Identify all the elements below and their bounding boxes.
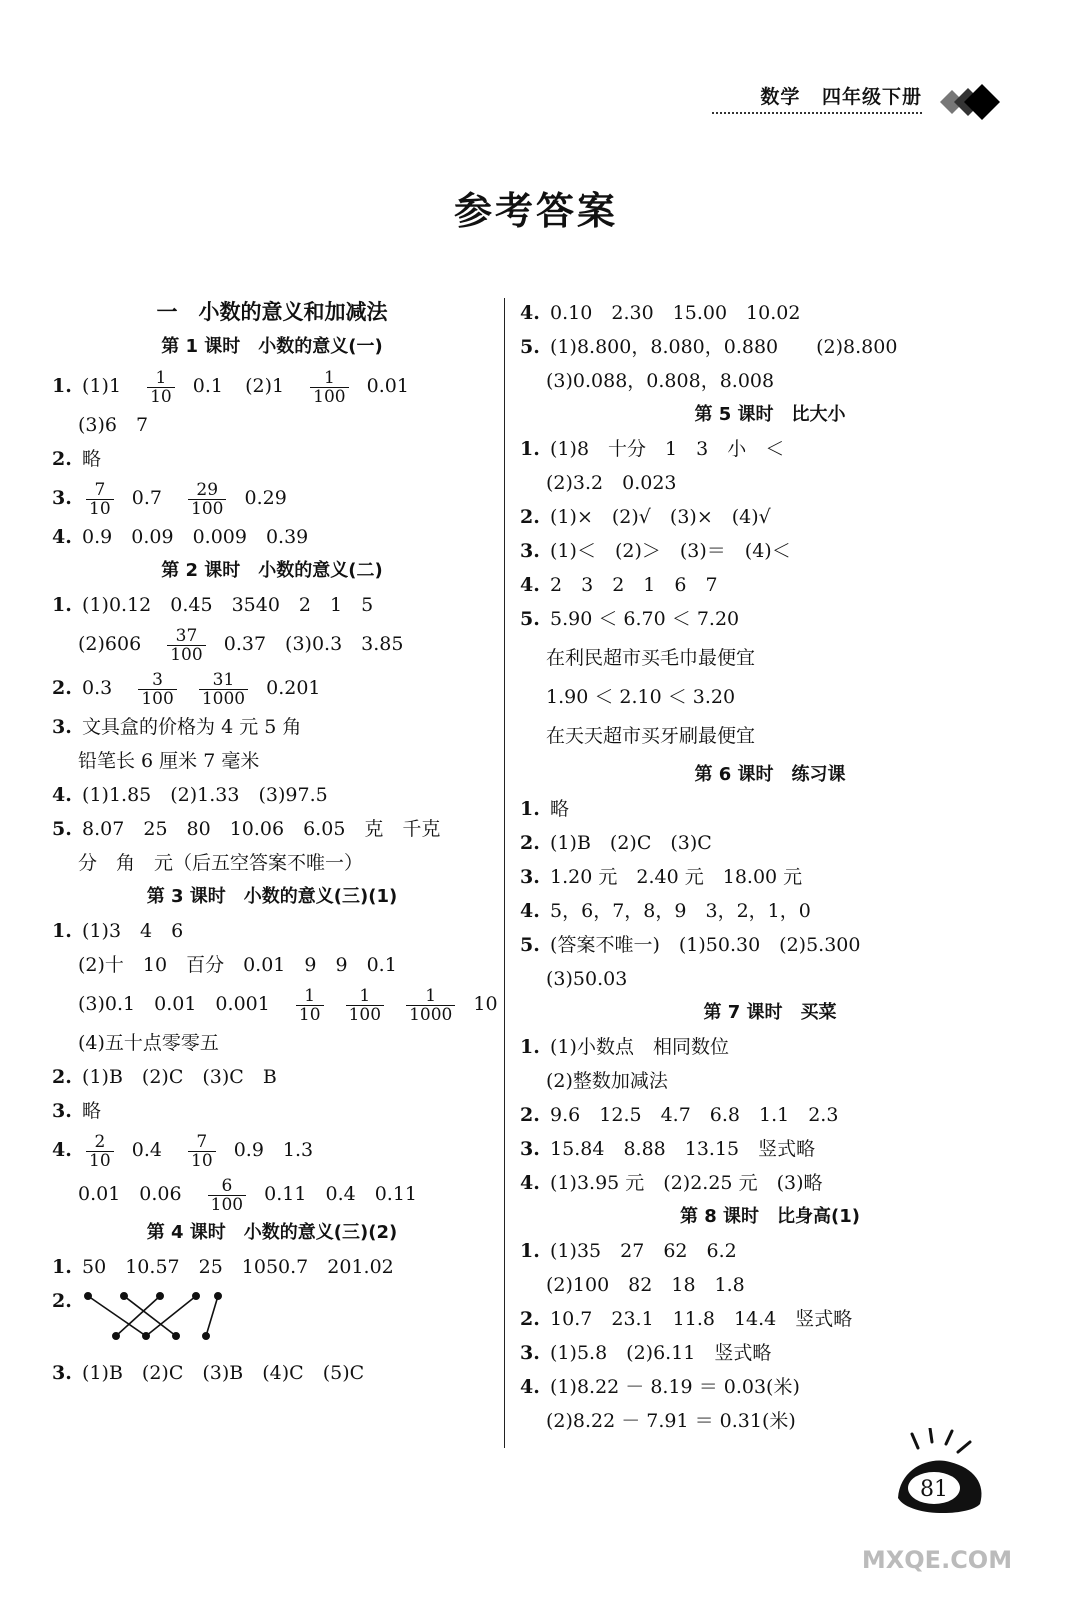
answer-text: (1)3.95 元 (2)2.25 元 (3)略 bbox=[550, 1172, 823, 1194]
question-number: 2. bbox=[52, 677, 72, 699]
denominator: 10 bbox=[298, 1004, 321, 1025]
question-number: 4. bbox=[520, 574, 540, 596]
answer-line bbox=[52, 588, 492, 622]
denominator: 10 bbox=[89, 498, 111, 519]
answer-text: (1)5.8 (2)6.11 竖式略 bbox=[550, 1342, 772, 1364]
answer-text: (3)50.03 bbox=[546, 968, 628, 990]
answer-text: 0.01 0.06 bbox=[78, 1183, 182, 1205]
numerator: 7 bbox=[188, 1133, 216, 1152]
answer-text: (3)0.1 0.01 0.001 bbox=[78, 993, 270, 1015]
answer-text: (1)× (2)√ (3)× (4)√ bbox=[550, 506, 771, 528]
denominator: 10 bbox=[150, 386, 172, 407]
answer-text: 0.29 bbox=[244, 487, 287, 509]
answer-line bbox=[52, 364, 492, 408]
question-number: 3. bbox=[520, 866, 540, 888]
watermark-logo bbox=[842, 1498, 1032, 1578]
answer-text: (1)＜ (2)＞ (3)＝ (4)＜ bbox=[550, 540, 791, 562]
answer-line bbox=[52, 1172, 492, 1216]
answer-text: (4)五十点零零五 bbox=[78, 1032, 219, 1054]
answer-line bbox=[520, 860, 1020, 894]
answer-text: 2 3 2 1 6 7 bbox=[550, 574, 718, 596]
denominator: 100 bbox=[210, 1194, 244, 1215]
answer-line bbox=[520, 928, 1020, 962]
answer-line bbox=[52, 982, 498, 1026]
fraction bbox=[199, 671, 248, 708]
answer-text: 0.1 bbox=[192, 375, 224, 397]
grade-label: 四年级下册 bbox=[821, 86, 922, 108]
lesson-title: 第 3 课时 小数的意义(三)(1) bbox=[146, 886, 398, 907]
fraction bbox=[167, 627, 205, 664]
answer-text: 分 角 元（后五空答案不唯一） bbox=[78, 852, 364, 874]
answer-text: (1)35 27 62 6.2 bbox=[550, 1240, 737, 1262]
question-number: 3. bbox=[52, 716, 72, 738]
answer-text: (1)8.800，8.080，0.880 (2)8.800 bbox=[550, 336, 898, 358]
diamond-ornament-icon bbox=[930, 72, 1010, 132]
answer-text: 0.3 bbox=[82, 677, 113, 699]
question-number: 2. bbox=[52, 1290, 72, 1312]
answer-line bbox=[520, 1370, 1020, 1404]
answer-line bbox=[520, 1166, 1020, 1200]
page-header bbox=[746, 82, 922, 109]
answer-text: (答案不唯一) (1)50.30 (2)5.300 bbox=[550, 934, 861, 956]
question-number: 1. bbox=[520, 798, 540, 820]
answer-text: (1)0.12 0.45 3540 2 1 5 bbox=[82, 594, 374, 616]
answer-text: 10 bbox=[473, 993, 498, 1015]
fraction bbox=[406, 987, 455, 1024]
numerator: 1 bbox=[346, 987, 384, 1006]
numerator: 31 bbox=[199, 671, 248, 690]
answer-line bbox=[520, 500, 1020, 534]
answer-text: 10.7 23.1 11.8 14.4 竖式略 bbox=[550, 1308, 853, 1330]
answer-text: (2)整数加减法 bbox=[546, 1070, 668, 1092]
answer-text: 0.01 bbox=[366, 375, 409, 397]
question-number: 5. bbox=[520, 934, 540, 956]
answer-line bbox=[52, 1250, 492, 1284]
fraction bbox=[188, 1133, 216, 1170]
answer-line bbox=[52, 1128, 492, 1172]
answer-line bbox=[520, 1234, 1020, 1268]
lesson-title: 第 6 课时 练习课 bbox=[694, 764, 846, 785]
lesson-title: 第 1 课时 小数的意义(一) bbox=[161, 336, 383, 357]
answer-text: 0.9 1.3 bbox=[233, 1139, 314, 1161]
denominator: 100 bbox=[348, 1004, 382, 1025]
answer-text: (1)1.85 (2)1.33 (3)97.5 bbox=[82, 784, 328, 806]
answer-text: 在利民超市买毛巾最便宜 bbox=[546, 647, 756, 669]
answer-line bbox=[520, 432, 1020, 466]
denominator: 100 bbox=[313, 386, 346, 407]
answer-line bbox=[520, 894, 1020, 928]
question-number: 4. bbox=[52, 526, 72, 548]
answer-text: (1)8.22 － 8.19 ＝ 0.03(米) bbox=[550, 1376, 800, 1398]
answer-line bbox=[52, 1284, 492, 1356]
fraction bbox=[86, 1133, 114, 1170]
fraction bbox=[147, 369, 175, 406]
answer-text: 0.4 bbox=[131, 1139, 162, 1161]
right-column bbox=[520, 296, 1020, 1438]
answer-line bbox=[520, 826, 1020, 860]
fraction bbox=[138, 671, 176, 708]
question-number: 4. bbox=[520, 900, 540, 922]
answer-text: 0.37 (3)0.3 3.85 bbox=[223, 633, 404, 655]
question-number: 1. bbox=[520, 1240, 540, 1262]
subject-label: 数学 bbox=[760, 86, 801, 108]
answer-text: 0.7 bbox=[131, 487, 162, 509]
numerator: 1 bbox=[296, 987, 324, 1006]
question-number: 3. bbox=[52, 1362, 72, 1384]
answer-text: (2)8.22 － 7.91 ＝ 0.31(米) bbox=[546, 1410, 796, 1432]
numerator: 3 bbox=[138, 671, 176, 690]
question-number: 1. bbox=[52, 594, 72, 616]
numerator: 6 bbox=[208, 1177, 246, 1196]
answer-text: (1)小数点 相同数位 bbox=[550, 1036, 729, 1058]
answer-line bbox=[520, 1302, 1020, 1336]
answer-line bbox=[520, 1132, 1020, 1166]
question-number: 5. bbox=[52, 818, 72, 840]
answer-line bbox=[52, 812, 492, 846]
answer-text: 5.90 ＜ 6.70 ＜ 7.20 bbox=[550, 608, 740, 630]
question-number: 1. bbox=[520, 438, 540, 460]
answer-text: (3)6 7 bbox=[78, 414, 149, 436]
answer-text: 5，6，7，8，9 3，2，1，0 bbox=[550, 900, 811, 922]
answer-line bbox=[52, 1060, 492, 1094]
answer-line bbox=[520, 602, 1020, 636]
left-column bbox=[52, 296, 498, 1390]
answer-text: 0.11 0.4 0.11 bbox=[264, 1183, 417, 1205]
question-number: 4. bbox=[52, 784, 72, 806]
fraction bbox=[346, 987, 384, 1024]
answer-line bbox=[52, 710, 492, 744]
numerator: 37 bbox=[167, 627, 205, 646]
question-number: 2. bbox=[52, 1066, 72, 1088]
question-number: 1. bbox=[52, 1256, 72, 1278]
lesson-title: 第 5 课时 比大小 bbox=[694, 404, 846, 425]
numerator: 2 bbox=[86, 1133, 114, 1152]
answer-line bbox=[52, 476, 492, 520]
header-dotted-rule bbox=[712, 112, 922, 114]
denominator: 100 bbox=[170, 644, 203, 665]
fraction bbox=[188, 481, 226, 518]
watermark-text: MXQE.COM bbox=[861, 1546, 1013, 1574]
column-divider bbox=[504, 298, 505, 1448]
answer-text: (2)1 bbox=[245, 375, 285, 397]
numerator: 1 bbox=[147, 369, 175, 388]
answer-line bbox=[52, 442, 492, 476]
answer-line bbox=[520, 568, 1020, 602]
numerator: 1 bbox=[310, 369, 348, 388]
answer-line bbox=[52, 520, 492, 554]
question-number: 3. bbox=[520, 1138, 540, 1160]
unit-title: 一 小数的意义和加减法 bbox=[156, 300, 388, 324]
fraction bbox=[310, 369, 348, 406]
answer-text: (1)B (2)C (3)B (4)C (5)C bbox=[82, 1362, 365, 1384]
answer-text: 在天天超市买牙刷最便宜 bbox=[546, 725, 756, 747]
answer-line bbox=[520, 534, 1020, 568]
fraction bbox=[296, 987, 324, 1024]
answer-text: (2)606 bbox=[78, 633, 142, 655]
question-number: 2. bbox=[520, 506, 540, 528]
question-number: 2. bbox=[520, 832, 540, 854]
question-number: 4. bbox=[52, 1139, 72, 1161]
answer-text: (1)3 4 6 bbox=[82, 920, 184, 942]
page-number: 81 bbox=[920, 1477, 948, 1502]
answer-text: (1)8 十分 1 3 小 ＜ bbox=[550, 438, 785, 460]
lesson-title: 第 4 课时 小数的意义(三)(2) bbox=[146, 1222, 398, 1243]
answer-text: 1.20 元 2.40 元 18.00 元 bbox=[550, 866, 803, 888]
fraction bbox=[86, 481, 114, 518]
lesson-title: 第 2 课时 小数的意义(二) bbox=[161, 560, 383, 581]
answer-line bbox=[520, 1336, 1020, 1370]
answer-line bbox=[52, 1094, 492, 1128]
answer-text: (2)3.2 0.023 bbox=[546, 472, 677, 494]
answer-text: 0.9 0.09 0.009 0.39 bbox=[82, 526, 309, 548]
question-number: 3. bbox=[52, 487, 72, 509]
question-number: 1. bbox=[52, 375, 72, 397]
denominator: 1000 bbox=[201, 688, 246, 709]
answer-text: (3)0.088，0.808，8.008 bbox=[546, 370, 775, 392]
question-number: 2. bbox=[52, 448, 72, 470]
answer-text: (1)B (2)C (3)C bbox=[550, 832, 712, 854]
numerator: 7 bbox=[86, 481, 114, 500]
question-number: 1. bbox=[520, 1036, 540, 1058]
answer-text: 0.201 bbox=[266, 677, 321, 699]
question-number: 5. bbox=[520, 336, 540, 358]
question-number: 2. bbox=[520, 1104, 540, 1126]
answer-text: 铅笔长 6 厘米 7 毫米 bbox=[78, 750, 260, 772]
question-number: 2. bbox=[520, 1308, 540, 1330]
answer-text: 略 bbox=[550, 798, 570, 820]
answer-text: 8.07 25 80 10.06 6.05 克 千克 bbox=[82, 818, 441, 840]
answer-text: 9.6 12.5 4.7 6.8 1.1 2.3 bbox=[550, 1104, 839, 1126]
answer-text: 文具盒的价格为 4 元 5 角 bbox=[82, 716, 302, 738]
question-number: 4. bbox=[520, 1172, 540, 1194]
answer-text: (1)B (2)C (3)C B bbox=[82, 1066, 277, 1088]
matching-diagram bbox=[82, 1284, 252, 1344]
answer-text: 15.84 8.88 13.15 竖式略 bbox=[550, 1138, 816, 1160]
answer-text: 1.90 ＜ 2.10 ＜ 3.20 bbox=[546, 686, 736, 708]
denominator: 10 bbox=[89, 1150, 111, 1171]
question-number: 4. bbox=[520, 1376, 540, 1398]
lesson-title: 第 8 课时 比身高(1) bbox=[679, 1206, 861, 1227]
answer-text: 略 bbox=[82, 448, 102, 470]
question-number: 3. bbox=[520, 1342, 540, 1364]
answer-text: 0.10 2.30 15.00 10.02 bbox=[550, 302, 801, 324]
question-number: 3. bbox=[520, 540, 540, 562]
answer-line bbox=[520, 330, 1020, 364]
answer-line bbox=[52, 622, 492, 666]
question-number: 5. bbox=[520, 608, 540, 630]
question-number: 4. bbox=[520, 302, 540, 324]
answer-text: 50 10.57 25 1050.7 201.02 bbox=[82, 1256, 394, 1278]
answer-line bbox=[520, 1098, 1020, 1132]
answer-text: (2)十 10 百分 0.01 9 9 0.1 bbox=[78, 954, 397, 976]
answer-line bbox=[52, 778, 492, 812]
answer-line bbox=[52, 914, 492, 948]
numerator: 29 bbox=[188, 481, 226, 500]
answer-line bbox=[52, 666, 492, 710]
answer-line bbox=[520, 296, 1020, 330]
answer-line bbox=[520, 1030, 1020, 1064]
answer-text: (2)100 82 18 1.8 bbox=[546, 1274, 745, 1296]
denominator: 1000 bbox=[409, 1004, 453, 1025]
answer-text: 略 bbox=[82, 1100, 102, 1122]
lesson-title: 第 7 课时 买菜 bbox=[703, 1002, 837, 1023]
answer-line bbox=[520, 792, 1020, 826]
denominator: 10 bbox=[191, 1150, 213, 1171]
answer-text: (1)1 bbox=[82, 375, 122, 397]
answer-line bbox=[52, 1356, 492, 1390]
denominator: 100 bbox=[191, 498, 224, 519]
numerator: 1 bbox=[406, 987, 455, 1006]
page-title: 参考答案 bbox=[453, 189, 618, 233]
question-number: 3. bbox=[52, 1100, 72, 1122]
fraction bbox=[208, 1177, 246, 1214]
question-number: 1. bbox=[52, 920, 72, 942]
denominator: 100 bbox=[141, 688, 174, 709]
